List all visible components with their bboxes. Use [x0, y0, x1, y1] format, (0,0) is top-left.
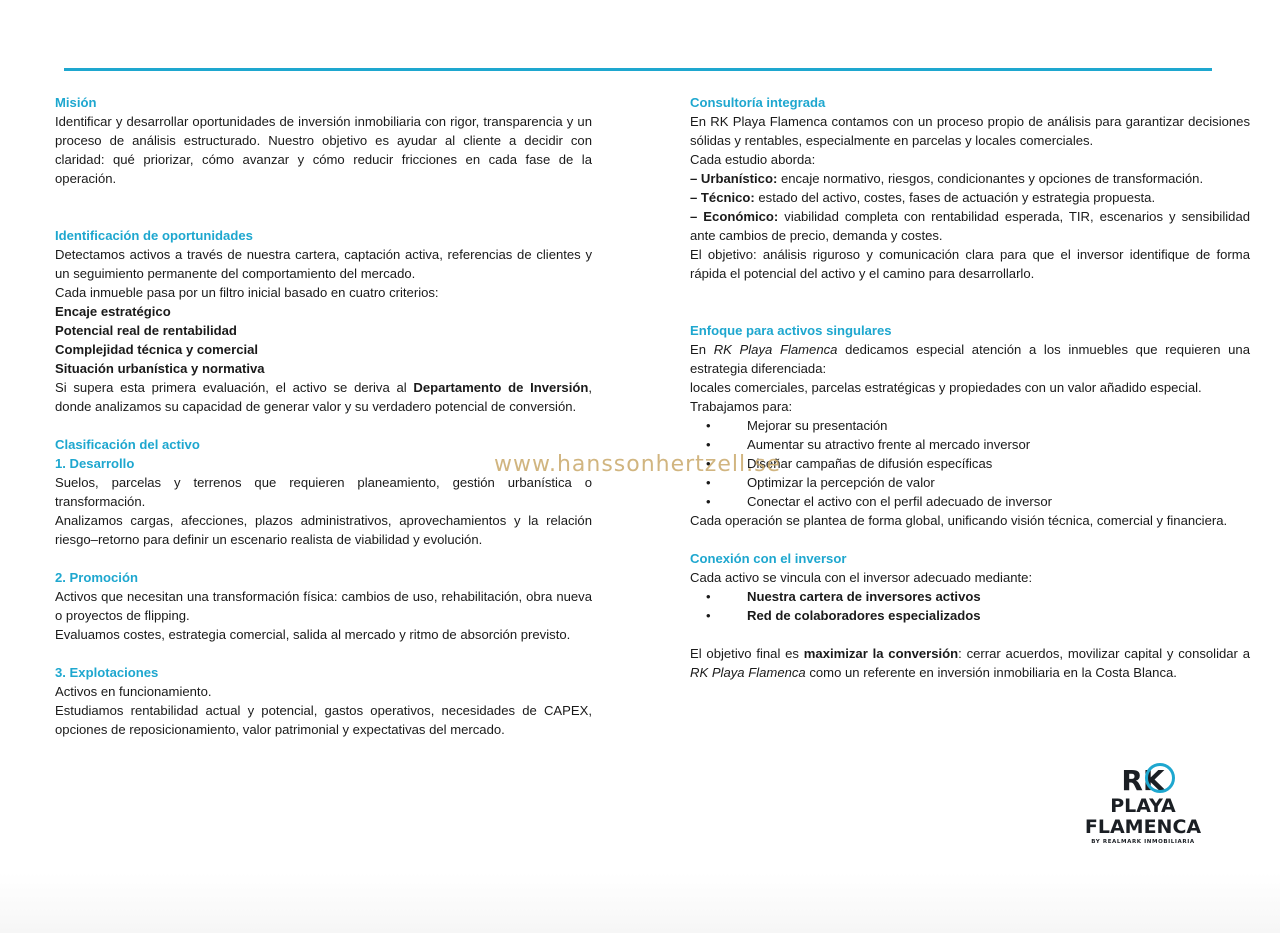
identificacion-result: Si supera esta primera evaluación, el activo se deriva al Departamento de Inversión, donde analizamos su capacidad de generar valor y su verdadero potencial de conversión. — [55, 380, 592, 414]
list-item: • Mejorar su presentación — [690, 416, 1250, 435]
enfoque-heading: Enfoque para activos singulares — [690, 323, 892, 338]
conexion-heading: Conexión con el inversor — [690, 551, 847, 566]
consultoria-item: – Técnico: estado del activo, costes, fases de actuación y estrategia propuesta. — [690, 190, 1156, 205]
criterion-item: Situación urbanística y normativa — [55, 361, 265, 376]
promocion-heading: 2. Promoción — [55, 570, 138, 585]
bottom-fade — [0, 873, 1280, 933]
conexion-bullet-list — [690, 587, 1250, 625]
list-item: • Optimizar la percepción de valor — [690, 473, 1250, 492]
enfoque-cierre: Cada operación se plantea de forma global, unificando visión técnica, comercial y financiera. — [690, 513, 1228, 528]
desarrollo-p2: Analizamos cargas, afecciones, plazos administrativos, aprovechamientos y la relación riesgo–retorno para definir un escenario realista de viabilidad y evolución. — [55, 513, 592, 547]
consultoria-item: – Urbanístico: encaje normativo, riesgos, condicionantes y opciones de transformación. — [690, 171, 1204, 186]
list-item: • Aumentar su atractivo frente al mercado inversor — [690, 435, 1250, 454]
identificacion-text: Detectamos activos a través de nuestra cartera, captación activa, referencias de clientes y un seguimiento permanente del comportamiento del mercado. — [55, 247, 592, 281]
consultoria-item: – Económico: viabilidad completa con rentabilidad esperada, TIR, escenarios y sensibilidad ante cambios de precio, demanda y costes. — [690, 209, 1251, 243]
explotaciones-p1: Activos en funcionamiento. — [55, 684, 212, 699]
list-item: • Nuestra cartera de inversores activos — [690, 587, 1250, 606]
list-item: • Diseñar campañas de difusión específicas — [690, 454, 1250, 473]
desarrollo-heading: 1. Desarrollo — [55, 456, 135, 471]
logo-line3: BY REALMARK INMOBILIARIA — [1091, 839, 1195, 845]
explotaciones-p2: Estudiamos rentabilidad actual y potencial, gastos operativos, necesidades de CAPEX, opciones de reposicionamiento, valor patrimonial y expectativas del mercado. — [55, 703, 592, 737]
consultoria-objetivo: El objetivo: análisis riguroso y comunicación clara para que el inversor identifique de forma rápida el potencial del activo y el camino para desarrollarlo. — [690, 247, 1250, 281]
consultoria-heading: Consultoría integrada — [690, 95, 826, 110]
consultoria-aborda: Cada estudio aborda: — [690, 152, 816, 167]
conexion-intro: Cada activo se vincula con el inversor adecuado mediante: — [690, 570, 1033, 585]
enfoque-trabajamos: Trabajamos para: — [690, 399, 793, 414]
identificacion-filter: Cada inmueble pasa por un filtro inicial basado en cuatro criterios: — [55, 285, 439, 300]
clasificacion-heading: Clasificación del activo — [55, 437, 200, 452]
logo-mark: RK — [1121, 766, 1164, 796]
right-column — [690, 93, 1250, 682]
enfoque-tipos: locales comerciales, parcelas estratégicas y propiedades con un valor añadido especial. — [690, 380, 1202, 395]
list-item: • Red de colaboradores especializados — [690, 606, 1250, 625]
logo-line2: FLAMENCA — [1084, 816, 1202, 838]
criterion-item: Potencial real de rentabilidad — [55, 323, 237, 338]
mision-heading: Misión — [55, 95, 97, 110]
desarrollo-p1: Suelos, parcelas y terrenos que requieren planeamiento, gestión urbanística o transformación. — [55, 475, 592, 509]
header-rule — [64, 68, 1212, 71]
left-column — [55, 93, 592, 739]
watermark: www.hanssonhertzell.se — [494, 452, 782, 477]
logo-line1: PLAYA — [1110, 795, 1176, 817]
list-item: • Conectar el activo con el perfil adecuado de inversor — [690, 492, 1250, 511]
promocion-p1: Activos que necesitan una transformación física: cambios de uso, rehabilitación, obra nueva o proyectos de flipping. — [55, 589, 592, 623]
logo-ring-icon — [1145, 763, 1175, 793]
explotaciones-heading: 3. Explotaciones — [55, 665, 159, 680]
rk-playa-flamenca-logo — [1078, 766, 1208, 856]
conexion-final: El objetivo final es maximizar la conversión: cerrar acuerdos, movilizar capital y consolidar a RK Playa Flamenca como un referente en inversión inmobiliaria en la Costa Blanca. — [690, 646, 1250, 680]
identificacion-heading: Identificación de oportunidades — [55, 228, 253, 243]
criterion-item: Complejidad técnica y comercial — [55, 342, 259, 357]
enfoque-intro: En RK Playa Flamenca dedicamos especial atención a los inmuebles que requieren una estrategia diferenciada: — [690, 342, 1250, 376]
consultoria-intro: En RK Playa Flamenca contamos con un proceso propio de análisis para garantizar decisiones sólidas y rentables, especialmente en parcelas y locales comerciales. — [690, 114, 1250, 148]
criterion-item: Encaje estratégico — [55, 304, 171, 319]
promocion-p2: Evaluamos costes, estrategia comercial, salida al mercado y ritmo de absorción previsto. — [55, 627, 571, 642]
mision-text: Identificar y desarrollar oportunidades de inversión inmobiliaria con rigor, transparencia y un proceso de análisis estructurado. Nuestro objetivo es ayudar al cliente a decidir con claridad: qué priorizar, cómo avanzar y cómo reducir fricciones en cada fase de la operación. — [55, 114, 592, 186]
